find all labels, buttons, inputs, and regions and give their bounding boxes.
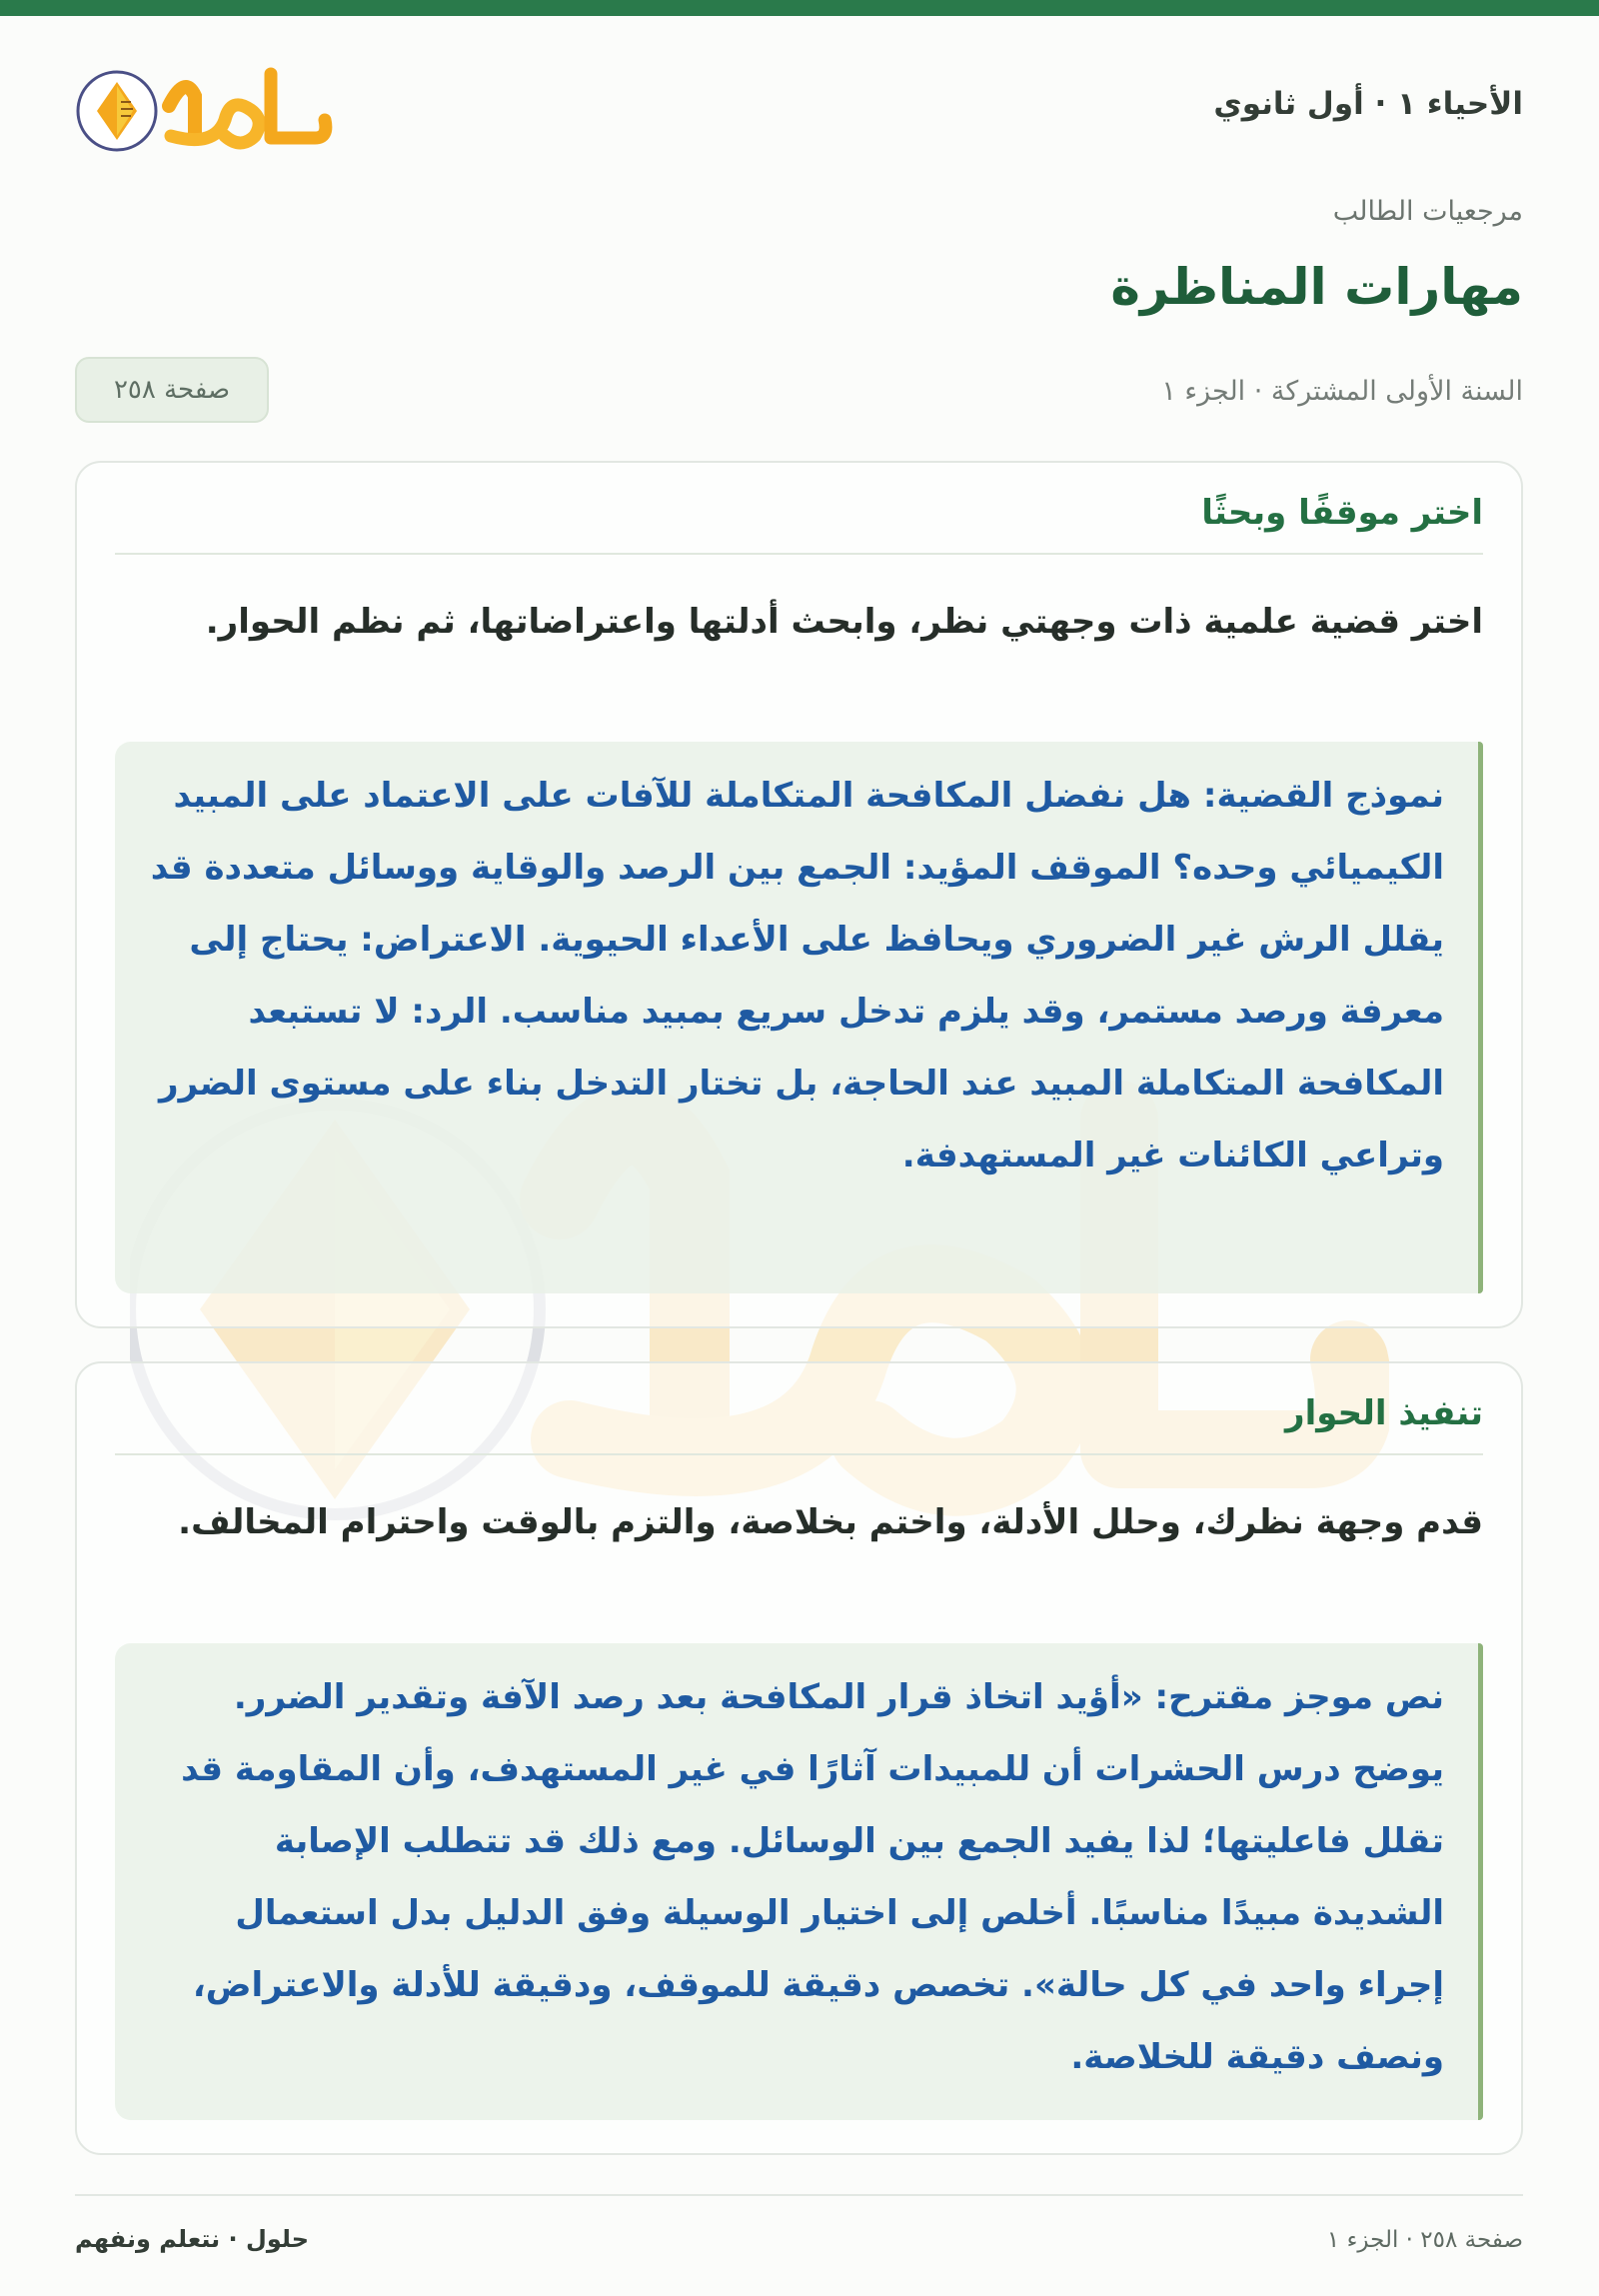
section-card-run-debate bbox=[75, 1361, 1523, 2155]
logo-icon bbox=[75, 56, 335, 166]
page-number-badge: صفحة ٢٥٨ bbox=[75, 357, 269, 423]
top-accent-bar bbox=[0, 0, 1599, 16]
footer-page-info: صفحة ٢٥٨ · الجزء ١ bbox=[1326, 2227, 1523, 2253]
section-title: اختر موقفًا وبحثًا bbox=[115, 493, 1483, 555]
section-title: تنفيذ الحوار bbox=[115, 1393, 1483, 1455]
section-prompt: اختر قضية علمية ذات وجهتي نظر، وابحث أدلتها واعتراضاتها، ثم نظم الحوار. bbox=[205, 602, 1483, 642]
header bbox=[75, 56, 1523, 166]
answer-box: نص موجز مقترح: «أؤيد اتخاذ قرار المكافحة بعد رصد الآفة وتقدير الضرر. يوضح درس الحشرات أن للمبيدات آثارًا في غير المستهدف، وأن المقاومة قد تقلل فاعليتها؛ لذا يفيد الجمع بين الوسائل. ومع ذلك قد تتطلب الإصابة الشديدة مبيدًا مناسبًا. أخلص إلى اختيار الوسيلة وفق الدليل بدل استعمال إجراء واحد في كل حالة». تخصص دقيقة للموقف، ودقيقة للأدلة والاعتراض، ونصف دقيقة للخلاصة. bbox=[115, 1643, 1483, 2120]
answer-box: نموذج القضية: هل نفضل المكافحة المتكاملة للآفات على الاعتماد على المبيد الكيميائي وحده؟ الموقف المؤيد: الجمع بين الرصد والوقاية ووسائل متعددة قد يقلل الرش غير الضروري ويحافظ على الأعداء الحيوية. الاعتراض: يحتاج إلى معرفة ورصد مستمر، وقد يلزم تدخل سريع بمبيد مناسب. الرد: لا تستبعد المكافحة المتكاملة المبيد عند الحاجة، بل تختار التدخل بناء على مستوى الضرر وتراعي الكائنات غير المستهدفة. bbox=[115, 742, 1483, 1293]
breadcrumb[interactable]: مرجعيات الطالب bbox=[1332, 196, 1523, 227]
page-meta: السنة الأولى المشتركة · الجزء ١ bbox=[1161, 376, 1523, 407]
section-prompt: قدم وجهة نظرك، وحلل الأدلة، واختم بخلاصة، والتزم بالوقت واحترام المخالف. bbox=[178, 1502, 1483, 1542]
footer-brand: حلول · نتعلم ونفهم bbox=[75, 2225, 309, 2253]
subject-title: الأحياء ١ · أول ثانوي bbox=[1213, 86, 1523, 122]
page-title: مهارات المناظرة bbox=[1110, 258, 1523, 316]
hulul-logo[interactable] bbox=[75, 56, 335, 166]
section-card-choose-position bbox=[75, 461, 1523, 1328]
footer-divider bbox=[75, 2194, 1523, 2196]
